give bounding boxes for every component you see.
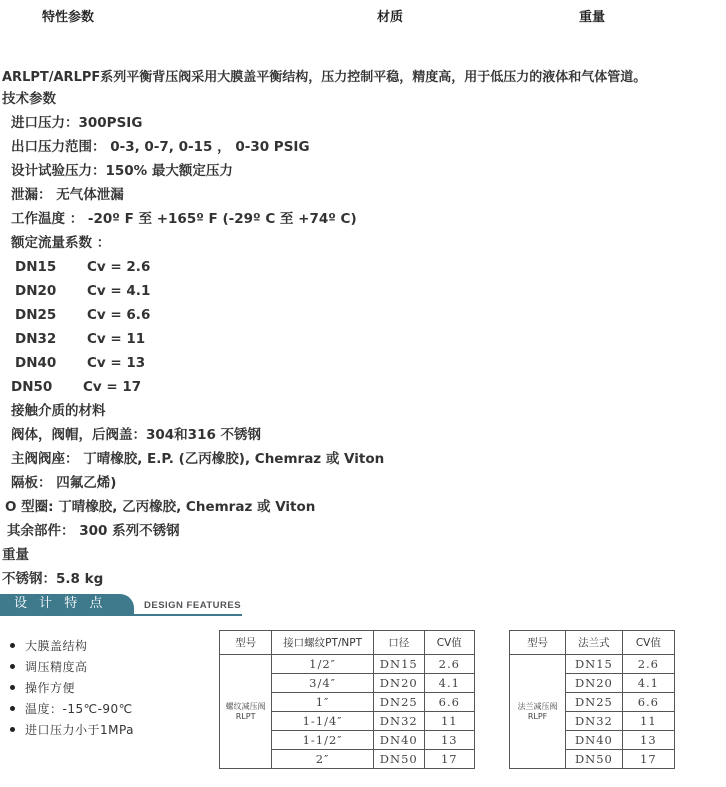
flow-dn: DN25	[15, 307, 57, 323]
table-header-row	[510, 631, 675, 655]
flow-title: 额定流量系数 ：	[11, 235, 111, 251]
list-item: 进口压力小于1MPa	[10, 720, 134, 741]
flow-dn: DN15	[15, 259, 57, 275]
table-header: 法兰式	[566, 631, 623, 655]
diaphragm-material: 隔板： 四氟乙烯)	[11, 475, 117, 491]
bullet-icon	[10, 643, 15, 648]
table-header: CV值	[424, 631, 474, 655]
body-material: 阀体，阀帽，后阀盖：304和316 不锈钢	[11, 427, 262, 443]
bullet-icon	[10, 706, 15, 711]
size-cell: 3/4″	[272, 674, 374, 693]
dn-cell: DN25	[373, 693, 424, 712]
flanged-valve-table	[509, 630, 675, 769]
leakage: 泄漏： 无气体泄漏	[11, 187, 124, 203]
dn-cell: DN32	[373, 712, 424, 731]
model-cell: 法兰减压阀RLPF	[510, 655, 566, 769]
table-row	[220, 655, 475, 674]
size-cell: 2″	[272, 750, 374, 769]
banner-title: 设 计 特 点	[14, 596, 107, 611]
cv-cell: 4.1	[424, 674, 474, 693]
tech-title: 技术参数	[2, 91, 56, 107]
weight-value: 不锈钢：5.8 kg	[2, 571, 104, 587]
dn-cell: DN50	[373, 750, 424, 769]
cv-cell: 11	[424, 712, 474, 731]
seat-material: 主阀阀座： 丁晴橡胶, E.P. (乙丙橡胶), Chemraz 或 Viton	[11, 451, 385, 467]
feature-list	[10, 636, 134, 741]
cv-cell: 2.6	[424, 655, 474, 674]
cv-cell: 6.6	[424, 693, 474, 712]
flow-cv: Cv = 13	[87, 355, 146, 371]
flow-dn: DN20	[15, 283, 57, 299]
list-item: 温度：-15℃-90℃	[10, 699, 134, 720]
bullet-icon	[10, 664, 15, 669]
list-item: 大膜盖结构	[10, 636, 134, 657]
flow-dn: DN32	[15, 331, 57, 347]
oring-material: O 型圈: 丁晴橡胶, 乙丙橡胶, Chemraz 或 Viton	[5, 499, 316, 515]
table-header-row	[220, 631, 475, 655]
flow-row	[15, 304, 150, 326]
dn-cell: DN20	[373, 674, 424, 693]
cv-cell: 17	[622, 750, 674, 769]
outlet-range: 出口压力范围： 0-3, 0-7, 0-15 ， 0-30 PSIG	[11, 139, 310, 155]
cv-cell: 2.6	[622, 655, 674, 674]
bullet-icon	[10, 727, 15, 732]
size-cell: 1/2″	[272, 655, 374, 674]
cv-cell: 13	[622, 731, 674, 750]
flow-row	[11, 376, 141, 398]
temperature: 工作温度 ： -20º F 至 +165º F (-29º C 至 +74º C)	[11, 211, 357, 227]
table-header: 型号	[220, 631, 272, 655]
table-row	[510, 655, 675, 674]
threaded-valve-table	[219, 630, 475, 769]
dn-cell: DN32	[566, 712, 623, 731]
other-parts: 其余部件： 300 系列不锈钢	[7, 523, 180, 539]
flow-cv: Cv = 4.1	[87, 283, 151, 299]
flow-dn: DN50	[11, 379, 53, 395]
model-cell: 螺纹减压阀RLPT	[220, 655, 272, 769]
dn-cell: DN40	[373, 731, 424, 750]
dn-cell: DN50	[566, 750, 623, 769]
banner-divider	[0, 614, 242, 616]
flow-cv: Cv = 2.6	[87, 259, 151, 275]
flow-dn: DN40	[15, 355, 57, 371]
flow-cv: Cv = 11	[87, 331, 146, 347]
table-header: CV值	[622, 631, 674, 655]
inlet-pressure: 进口压力：300PSIG	[11, 115, 143, 131]
flow-row	[15, 352, 145, 374]
cv-cell: 4.1	[622, 674, 674, 693]
dn-cell: DN20	[566, 674, 623, 693]
dn-cell: DN25	[566, 693, 623, 712]
cv-cell: 6.6	[622, 693, 674, 712]
size-cell: 1-1/4″	[272, 712, 374, 731]
flow-cv: Cv = 17	[83, 379, 142, 395]
flow-cv: Cv = 6.6	[87, 307, 151, 323]
header-weight: 重量	[579, 10, 606, 25]
table-header: 型号	[510, 631, 566, 655]
dn-cell: DN40	[566, 731, 623, 750]
weight-title: 重量	[2, 547, 29, 563]
materials-title: 接触介质的材料	[11, 403, 106, 419]
header-characteristics: 特性参数	[42, 10, 95, 25]
size-cell: 1″	[272, 693, 374, 712]
cv-cell: 17	[424, 750, 474, 769]
table-header: 口径	[373, 631, 424, 655]
header-material: 材质	[377, 10, 404, 25]
test-pressure: 设计试验压力：150% 最大额定压力	[11, 163, 233, 179]
intro-text: ARLPT/ARLPF系列平衡背压阀采用大膜盖平衡结构，压力控制平稳，精度高，用于低压力的液体和气体管道。	[2, 70, 647, 85]
list-item: 操作方便	[10, 678, 134, 699]
dn-cell: DN15	[373, 655, 424, 674]
flow-row	[15, 256, 150, 278]
cv-cell: 13	[424, 731, 474, 750]
size-cell: 1-1/2″	[272, 731, 374, 750]
dn-cell: DN15	[566, 655, 623, 674]
table-header: 接口螺纹PT/NPT	[272, 631, 374, 655]
cv-cell: 11	[622, 712, 674, 731]
list-item: 调压精度高	[10, 657, 134, 678]
flow-row	[15, 280, 150, 302]
banner-subtitle: DESIGN FEATURES	[144, 600, 242, 611]
flow-row	[15, 328, 145, 350]
design-features-banner	[0, 594, 134, 614]
bullet-icon	[10, 685, 15, 690]
